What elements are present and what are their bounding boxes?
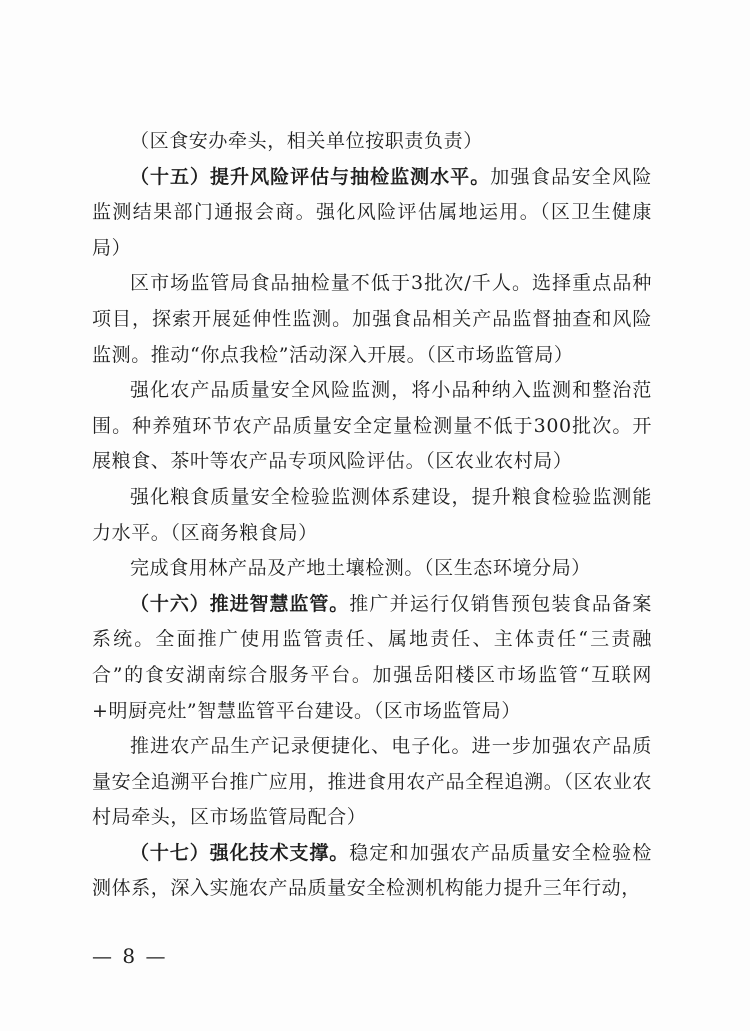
paragraph-agri-monitoring: [92, 373, 652, 480]
paragraph-text: 完成食用林产品及产地土壤检测。（区生态环境分局）: [130, 557, 591, 580]
section-heading-16: （十六）推进智慧监管。: [130, 592, 350, 615]
paragraph-traceability: [92, 729, 652, 836]
paragraph-grain-inspection: [92, 480, 652, 551]
paragraph-item-17: [92, 836, 652, 907]
paragraph-lead-responsibility: [92, 124, 652, 160]
paragraph-text: 强化粮食质量安全检验监测体系建设，提升粮食检验监测能力水平。（区商务粮食局）: [92, 485, 652, 544]
paragraph-item-16: [92, 587, 652, 729]
paragraph-text: 区市场监管局食品抽检量不低于3批次/千人。选择重点品种项目，探索开展延伸性监测。加强食品相关产品监督抽查和风险监测。推动“你点我检”活动深入开展。（区市场监管局）: [92, 272, 652, 366]
document-body: [92, 124, 652, 907]
section-heading-17: （十七）强化技术支撑。: [130, 841, 350, 864]
paragraph-market-sampling: [92, 266, 652, 373]
page-number: — 8 —: [92, 944, 168, 968]
paragraph-text: 加强食品安全风险监测结果部门通报会商。强化风险评估属地运用。（区卫生健康局）: [92, 165, 652, 259]
paragraph-item-15: [92, 160, 652, 267]
section-heading-15: （十五）提升风险评估与抽检监测水平。: [130, 165, 491, 188]
paragraph-text: 推广并运行仅销售预包装食品备案系统。全面推广使用监管责任、属地责任、主体责任“三责融合”的食安湖南综合服务平台。加强岳阳楼区市场监管“互联网+明厨亮灶”智慧监管平台建设。（区市场监管局）: [92, 592, 652, 722]
paragraph-text: 稳定和加强农产品质量安全检验检测体系，深入实施农产品质量安全检测机构能力提升三年行动，: [92, 841, 652, 900]
paragraph-text: 强化农产品质量安全风险监测，将小品种纳入监测和整治范围。种养殖环节农产品质量安全定量检测量不低于300批次。开展粮食、茶叶等农产品专项风险评估。（区农业农村局）: [92, 379, 652, 473]
paragraph-forest-products: [92, 551, 652, 587]
paragraph-text: （区食安办牵头，相关单位按职责负责）: [130, 130, 483, 152]
paragraph-text: 推进农产品生产记录便捷化、电子化。进一步加强农产品质量安全追溯平台推广应用，推进食用农产品全程追溯。（区农业农村局牵头，区市场监管局配合）: [92, 735, 652, 829]
